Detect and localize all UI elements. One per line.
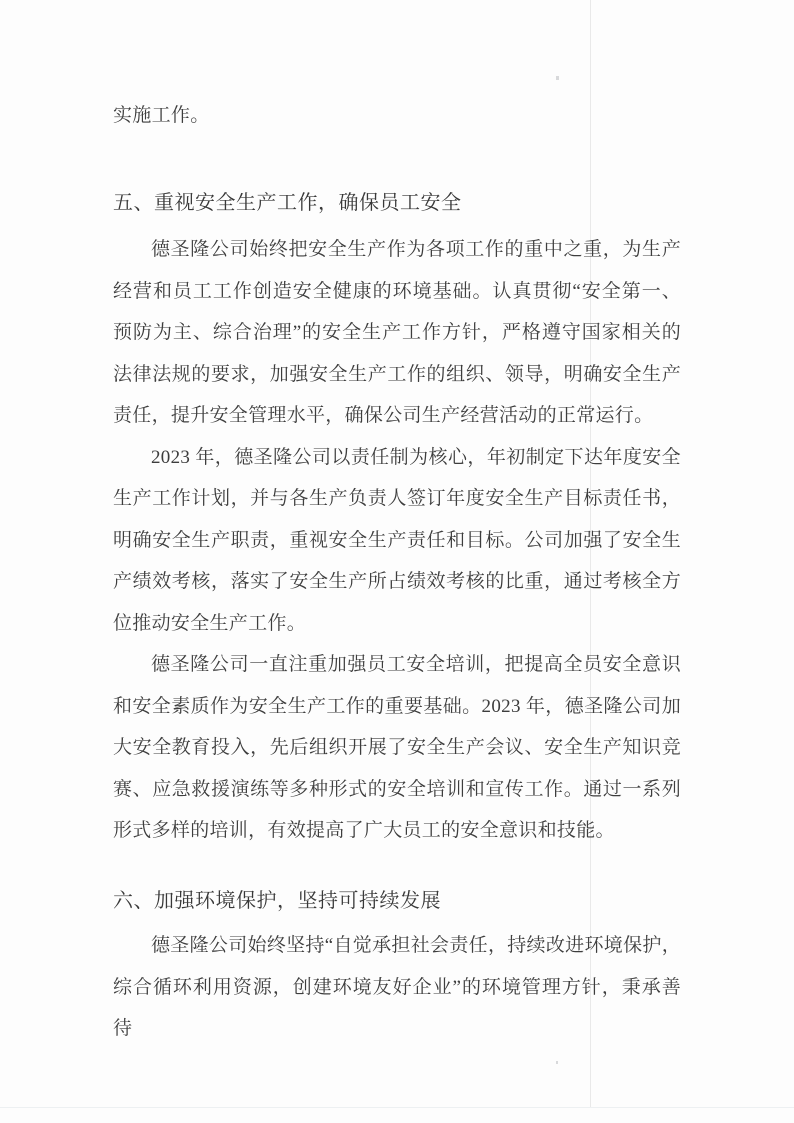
scan-artifact-horizontal-line	[0, 1107, 794, 1108]
section-5-paragraph-2: 2023 年，德圣隆公司以责任制为核心，年初制定下达年度安全生产工作计划，并与各生产负责人签订年度安全生产目标责任书，明确安全生产职责，重视安全生产责任和目标。公司加强了安全生产绩效考核，落实了安全生产所占绩效考核的比重，通过考核全方位推动安全生产工作。	[113, 446, 681, 634]
section-6-heading: 六、加强环境保护，坚持可持续发展	[113, 889, 441, 912]
document-body	[113, 95, 681, 1050]
carryover-paragraph-fragment: 实施工作。	[113, 105, 210, 126]
scan-dust-speck	[556, 1061, 558, 1064]
section-5-heading: 五、重视安全生产工作，确保员工安全	[113, 191, 462, 214]
section-5-paragraph-3: 德圣隆公司一直注重加强员工安全培训，把提高全员安全意识和安全素质作为安全生产工作的重要基础。2023 年，德圣隆公司加大安全教育投入，先后组织开展了安全生产会议、安全生产知识竞赛、应急救援演练等多种形式的安全培训和宣传工作。通过一系列形式多样的培训，有效提高了广大员工的安全意识和技能。	[113, 654, 681, 841]
section-5-paragraph-1: 德圣隆公司始终把安全生产作为各项工作的重中之重，为生产经营和员工工作创造安全健康的环境基础。认真贯彻“安全第一、预防为主、综合治理”的安全生产工作方针，严格遵守国家相关的法律法规的要求，加强安全生产工作的组织、领导，明确安全生产责任，提升安全管理水平，确保公司生产经营活动的正常运行。	[113, 239, 681, 426]
section-6-paragraph-1: 德圣隆公司始终坚持“自觉承担社会责任，持续改进环境保护，综合循环利用资源，创建环境友好企业”的环境管理方针，秉承善待	[113, 935, 681, 1039]
scan-dust-speck	[556, 76, 559, 80]
